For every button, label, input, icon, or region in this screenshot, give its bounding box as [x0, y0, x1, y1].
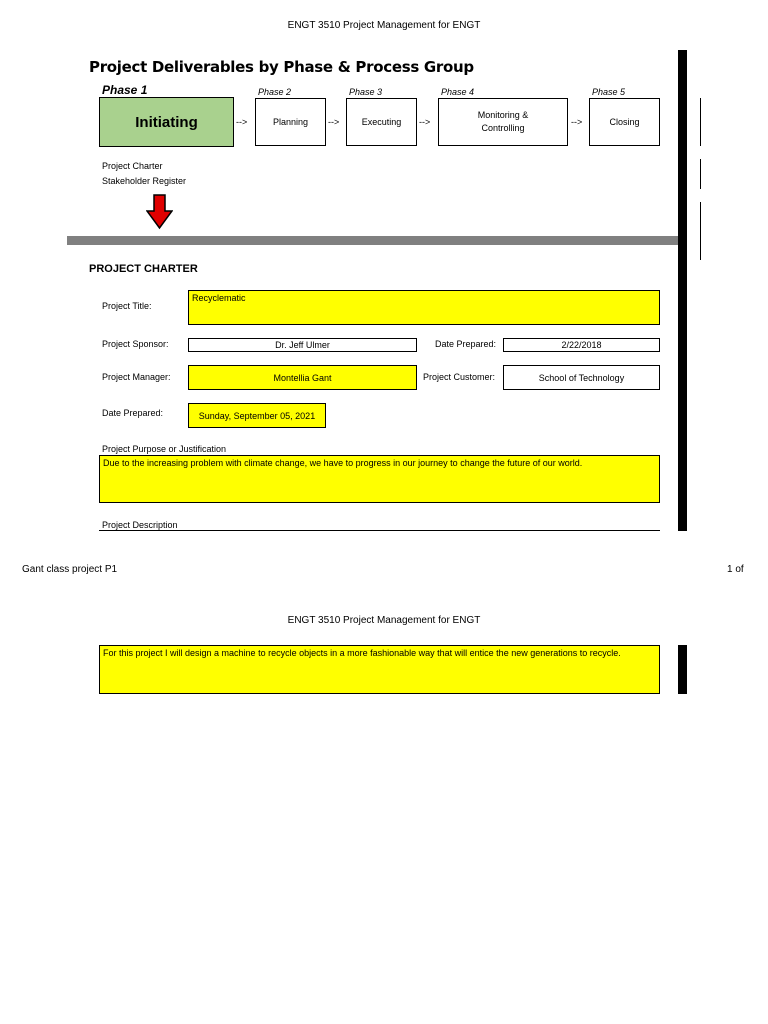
phase-5-label: Phase 5	[592, 87, 626, 97]
date-prepared-label: Date Prepared:	[102, 408, 164, 418]
date-prepared-field-right[interactable]	[503, 338, 660, 352]
project-manager-value: Montellia Gant	[273, 372, 332, 383]
phase-monitoring-box	[438, 98, 568, 146]
phase-3-label: Phase 3	[349, 87, 383, 97]
date-prepared-value: Sunday, September 05, 2021	[198, 410, 316, 421]
phase-box-label: Planning	[272, 117, 309, 127]
project-manager-field[interactable]	[188, 365, 417, 390]
phase-box-label: Monitoring & Controlling	[477, 110, 529, 133]
description-value: For this project I will design a machine to recycle objects in a more fashionable way that will entice the new generations to recycle.	[103, 648, 621, 658]
right-border-bar	[678, 50, 687, 531]
page-header: ENGT 3510 Project Management for ENGT	[287, 615, 481, 626]
project-manager-label: Project Manager:	[102, 372, 171, 382]
phase-2-label: Phase 2	[258, 87, 292, 97]
date-prepared-value-right: 2/22/2018	[561, 340, 602, 350]
right-edge-line	[700, 159, 701, 189]
description-label: Project Description	[102, 520, 178, 530]
project-customer-label: Project Customer:	[423, 372, 496, 382]
phase-box-label: Initiating	[135, 113, 198, 131]
purpose-value: Due to the increasing problem with climate change, we have to progress in our journey to change the future of our world.	[103, 458, 583, 468]
section-title: PROJECT CHARTER	[89, 263, 198, 275]
deliverable-item: Stakeholder Register	[102, 176, 187, 186]
phase-box-label: Executing	[361, 117, 402, 127]
project-customer-field[interactable]	[503, 365, 660, 390]
project-sponsor-value: Dr. Jeff Ulmer	[275, 340, 330, 350]
arrow-connector: -->	[571, 117, 583, 127]
date-prepared-field[interactable]	[188, 403, 326, 428]
project-customer-value: School of Technology	[538, 372, 625, 383]
project-title-label: Project Title:	[102, 301, 152, 311]
footer-left: Gant class project P1	[22, 564, 118, 575]
purpose-label: Project Purpose or Justification	[102, 444, 227, 454]
description-field[interactable]	[99, 645, 660, 694]
arrow-connector: -->	[236, 117, 248, 127]
page-title: Project Deliverables by Phase & Process Group	[89, 58, 474, 76]
arrow-connector: -->	[328, 117, 340, 127]
section-divider	[67, 236, 678, 245]
right-edge-line	[700, 202, 701, 260]
page-header: ENGT 3510 Project Management for ENGT	[287, 20, 481, 31]
right-edge-line	[700, 98, 701, 146]
phase-initiating-box	[99, 97, 234, 147]
right-border-bar	[678, 645, 687, 694]
phase-1-label: Phase 1	[102, 83, 148, 97]
date-prepared-label-right: Date Prepared:	[435, 339, 497, 349]
phase-4-label: Phase 4	[441, 87, 475, 97]
purpose-field[interactable]	[99, 455, 660, 503]
deliverable-item: Project Charter	[102, 161, 163, 171]
down-arrow-icon	[146, 194, 173, 230]
phase-executing-box	[346, 98, 417, 146]
arrow-connector: -->	[419, 117, 431, 127]
phase-closing-box	[589, 98, 660, 146]
project-sponsor-field[interactable]	[188, 338, 417, 352]
footer-page-number: 1 of	[727, 564, 744, 575]
project-title-field[interactable]	[188, 290, 660, 325]
project-title-value: Recyclematic	[192, 293, 246, 303]
project-sponsor-label: Project Sponsor:	[102, 339, 169, 349]
phase-planning-box	[255, 98, 326, 146]
description-underline	[99, 530, 660, 531]
phase-box-label: Closing	[609, 117, 640, 127]
